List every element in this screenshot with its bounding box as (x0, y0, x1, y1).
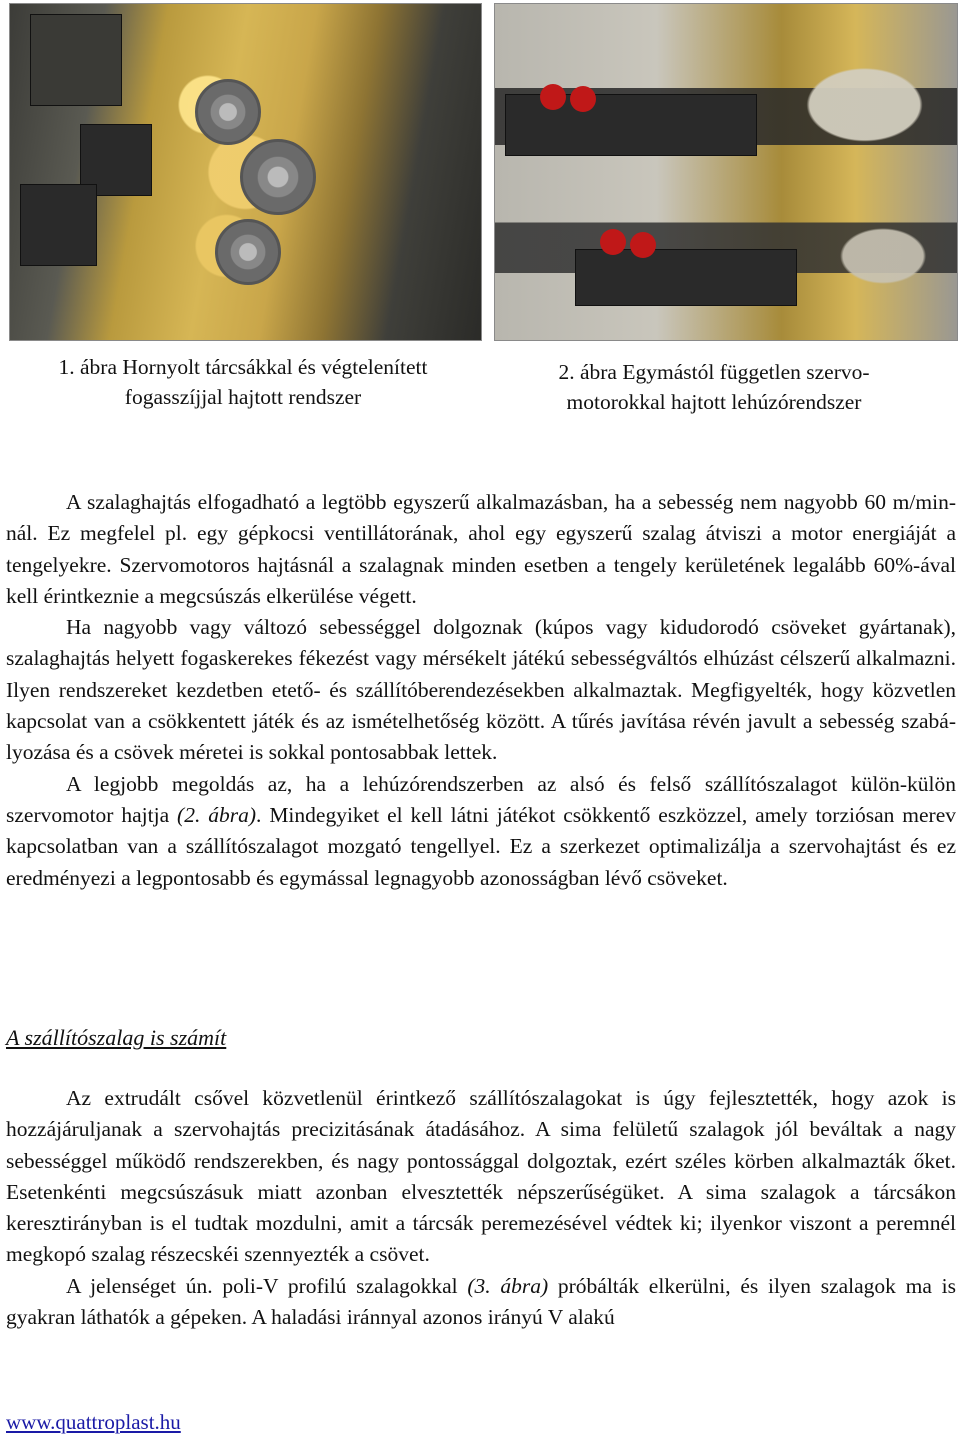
paragraph-text: próbálták elkerülni, és ilyen szalagok ma is gyakran láthatók a gépeken. A haladási iránnyal azonos irányú V alakú (6, 1273, 956, 1330)
article-body-part-2 (6, 1083, 956, 1333)
paragraph-text: A legjobb megoldás az, ha a lehúzórendszerben az alsó és felső szállítószalagot külön-külön szervomotor hajtja (6, 771, 956, 827)
paragraph (6, 1271, 956, 1334)
caption-line: 2. ábra Egymástól független szervo- (558, 360, 870, 384)
article-body-part-1 (6, 487, 956, 894)
figure-reference: (3. ábra) (467, 1273, 549, 1298)
figure-1-caption (8, 352, 478, 412)
servo-motor (20, 184, 97, 266)
red-knob (600, 229, 626, 255)
paragraph: Az extrudált csővel közvetlenül érintkező szállítószalagokat is úgy fejlesztették, hogy azok is hozzájáruljanak a szervohajtás precizitásának átadásához. A sima felületű szalagok jól beváltak a nagy sebességgel működő rendszerekben, és nagy pontossággal dolgoztak, ezért széles körben alkalmazták őket. Esetenkénti megcsúszásuk miatt azonban elvesztették népszerűségüket. A sima szalagok a tárcsákon keresztirányban is el tudtak mozdulni, amit a tárcsák peremezésével védtek ki; ilyenkor viszont a peremnél megkopó szalag részecskéi szennyezték a csövet. (6, 1086, 956, 1267)
red-knob (540, 84, 566, 110)
paragraph-text: . Mindegyiket el kell látni játékot csökkentő eszközzel, amely torziósan merev kapcsolatban van a szállítószalagot mozgató tengellyel. Ez a szerkezet optimalizálja a szervohajtást és ez eredményezi a legpontosabb és egymással legnagyobb azonosságban lévő csöveket. (6, 802, 957, 890)
grooved-pulley (195, 79, 261, 145)
gearbox (30, 14, 122, 106)
caption-line: 1. ábra Hornyolt tárcsákkal és végtelenített (58, 355, 428, 379)
red-knob (630, 232, 656, 258)
red-knob (570, 86, 596, 112)
paragraph (6, 769, 956, 894)
section-heading: A szállítószalag is számít (6, 1025, 227, 1050)
figure-2-caption (498, 357, 930, 417)
figure-2-photo (494, 3, 958, 341)
paragraph: Ha nagyobb vagy változó sebességgel dolgoznak (kúpos vagy kidudorodó csöveket gyártanak), szalaghajtás helyett fogaskerekes fékezést vagy mérsékelt játékú sebességváltós elhúzást célszerű alkalmazni. Ilyen rendszereket kezdetben etető- és szállítóberendezésekben alkalmaztak. Megfigyelték, hogy közvetlen kapcsolat van a csökkentett játék és az ismételhetőség között. A tűrés javítása révén javult a sebesség szabályozása és a csövek méretei is sokkal pontosabbak lettek. (6, 615, 956, 765)
grooved-pulley (240, 139, 316, 215)
paragraph-text: A jelenséget ún. poli-V profilú szalagokkal (66, 1273, 468, 1298)
caption-line: motorokkal hajtott lehúzórendszer (566, 390, 862, 414)
figure-1-photo (9, 3, 482, 341)
website-link[interactable]: www.quattroplast.hu (6, 1410, 181, 1434)
paragraph: A szalaghajtás elfogadható a legtöbb egyszerű alkalmazásban, ha a sebesség nem nagyobb 60 m/min-nál. Ez megfelel pl. egy gépkocsi ventillátorának, ahol egy egyszerű szalag átviszi a motor energiáját a tengelyekre. Szervomotoros hajtásnál a szalagnak minden esetben a tengely kerületének legalább 60%-ával kell érintkeznie a megcsúszás elkerülése végett. (6, 490, 956, 608)
grooved-pulley (215, 219, 281, 285)
figure-reference: (2. ábra) (177, 802, 257, 827)
caption-line: fogasszíjjal hajtott rendszer (124, 385, 362, 409)
servo-motor (575, 249, 797, 306)
